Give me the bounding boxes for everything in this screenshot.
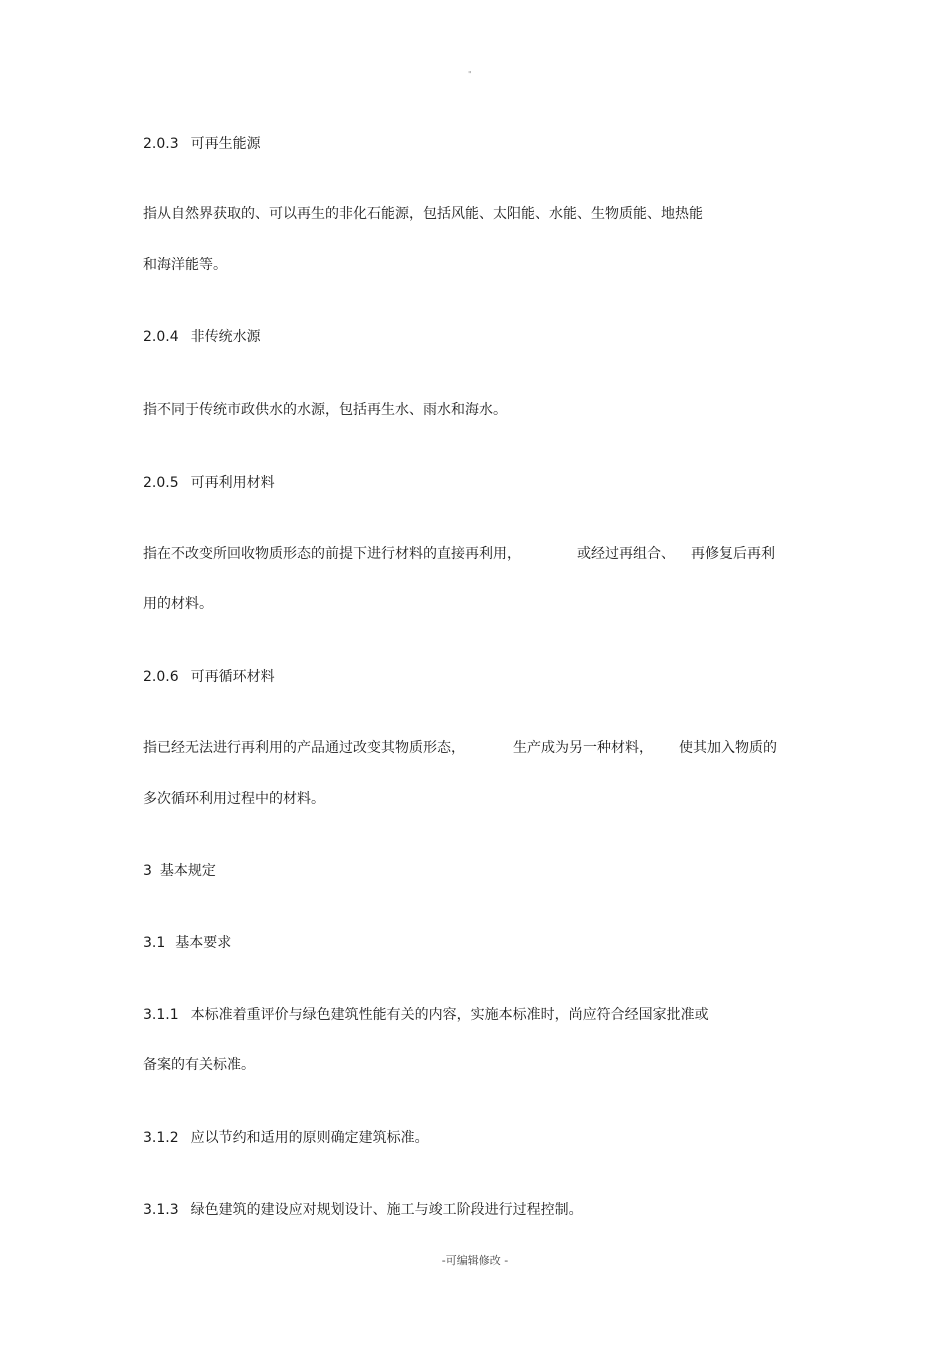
paragraph-line (143, 739, 777, 757)
heading-3 (143, 862, 216, 880)
clause-3-1-1 (143, 1006, 709, 1024)
text-run: 使其加入物质的 (679, 740, 777, 756)
heading-title: 基本要求 (175, 935, 232, 951)
heading-2-0-4 (143, 328, 261, 346)
paragraph-line: 指从自然界获取的、可以再生的非化石能源，包括风能、太阳能、水能、生物质能、地热能 (143, 206, 703, 222)
clause-number: 3.1.1 (143, 1007, 179, 1023)
paragraph-line (143, 545, 775, 563)
heading-title: 可再循环材料 (190, 669, 275, 685)
clause-number: 3.1.3 (143, 1202, 179, 1218)
heading-3-1 (143, 934, 231, 952)
paragraph-line: 和海洋能等。 (143, 257, 227, 273)
text-run: 指已经无法进行再利用的产品通过改变其物质形态， (143, 740, 465, 756)
heading-number: 3 (143, 863, 152, 879)
text-run: 指在不改变所回收物质形态的前提下进行材料的直接再利用， (143, 546, 521, 562)
clause-3-1-2 (143, 1129, 429, 1147)
heading-2-0-6 (143, 668, 275, 686)
clause-number: 3.1.2 (143, 1130, 179, 1146)
heading-2-0-5 (143, 474, 275, 492)
text-run: 或经过再组合、 (577, 546, 675, 562)
heading-number: 3.1 (143, 935, 166, 951)
clause-text: 本标准着重评价与绿色建筑性能有关的内容，实施本标准时，尚应符合经国家批准或 (190, 1007, 709, 1023)
page-footer: -可编辑修改 - (441, 1254, 509, 1267)
clause-text: 应以节约和适用的原则确定建筑标准。 (190, 1130, 429, 1146)
clause-3-1-3 (143, 1201, 583, 1219)
heading-title: 可再生能源 (190, 136, 261, 152)
paragraph-line: 指不同于传统市政供水的水源，包括再生水、雨水和海水。 (143, 402, 507, 418)
paragraph-line: 多次循环利用过程中的材料。 (143, 791, 325, 807)
header-mark: " (468, 70, 472, 79)
paragraph-line: 用的材料。 (143, 596, 213, 612)
heading-number: 2.0.6 (143, 669, 179, 685)
heading-title: 非传统水源 (190, 329, 261, 345)
paragraph-line: 备案的有关标准。 (143, 1057, 255, 1073)
heading-2-0-3 (143, 135, 261, 153)
heading-number: 2.0.3 (143, 136, 179, 152)
heading-title: 可再利用材料 (190, 475, 275, 491)
clause-text: 绿色建筑的建设应对规划设计、施工与竣工阶段进行过程控制。 (190, 1202, 583, 1218)
heading-title: 基本规定 (159, 863, 216, 879)
heading-number: 2.0.5 (143, 475, 179, 491)
text-run: 生产成为另一种材料， (513, 740, 653, 756)
text-run: 再修复后再利 (691, 546, 775, 562)
heading-number: 2.0.4 (143, 329, 179, 345)
